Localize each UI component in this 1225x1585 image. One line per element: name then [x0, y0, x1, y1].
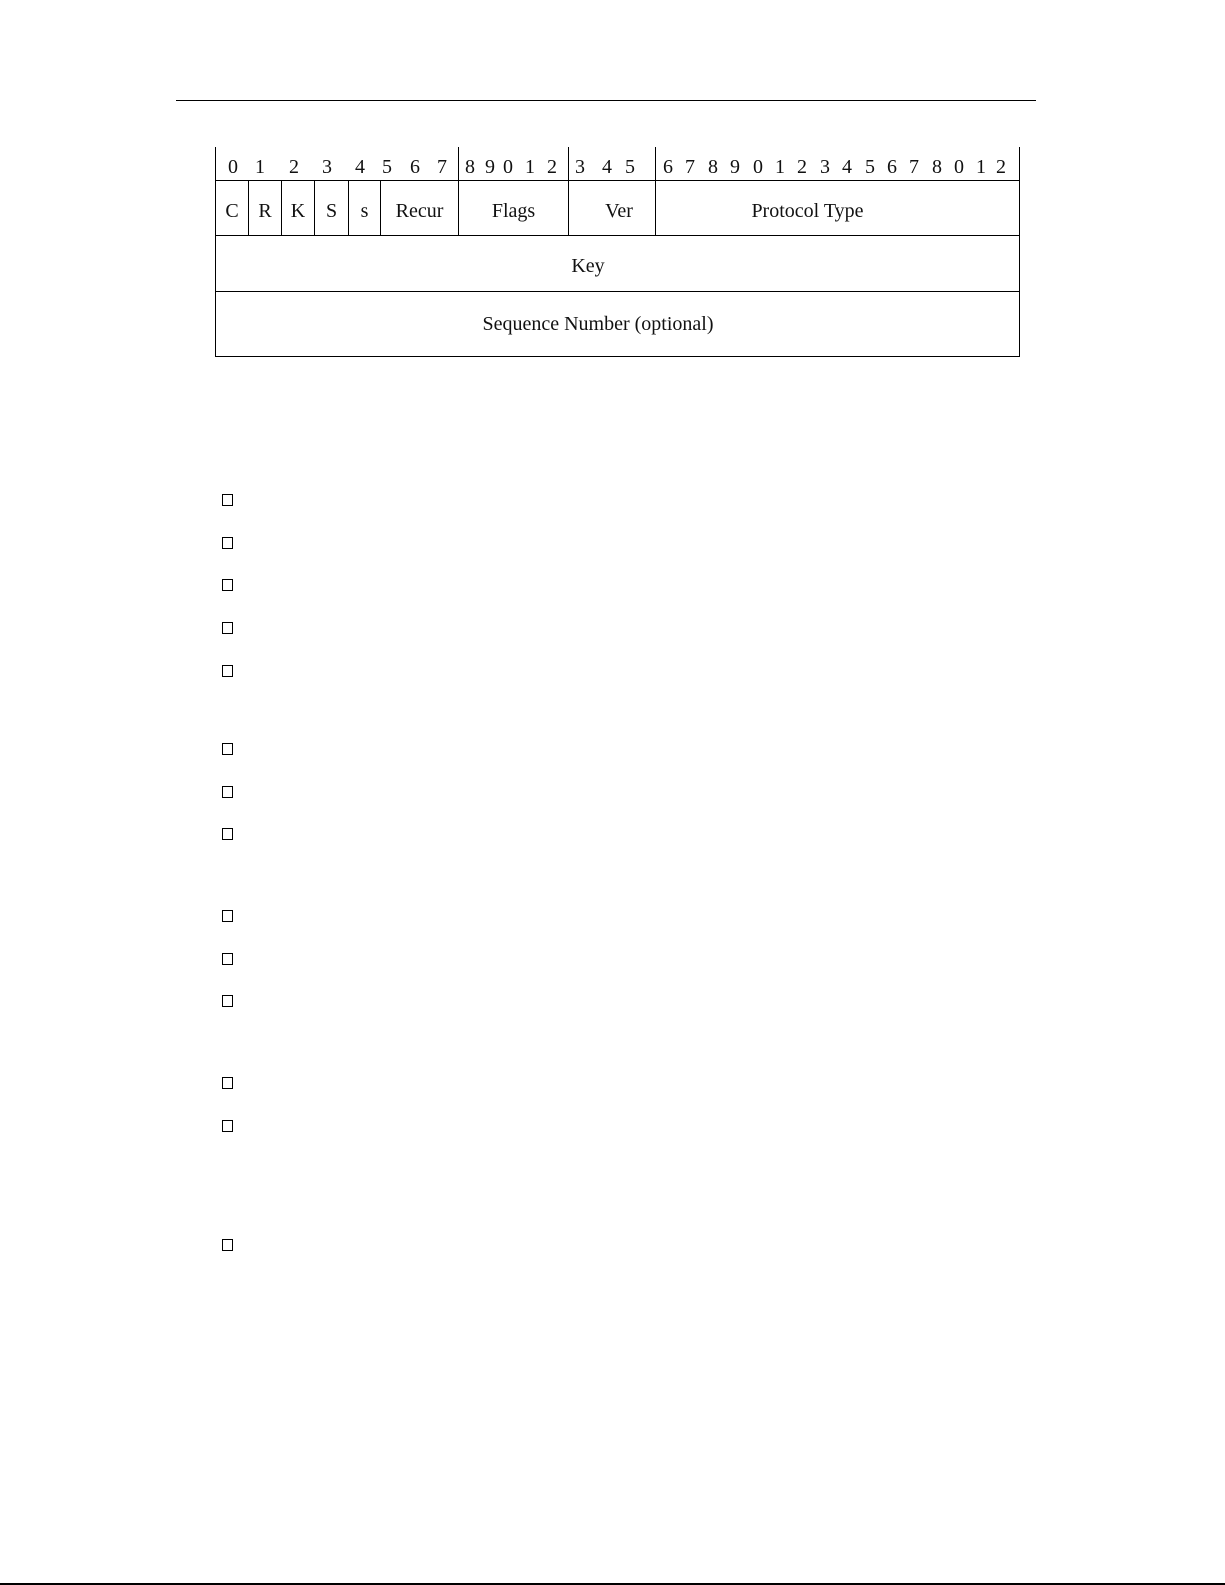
- bit-number: 3: [820, 156, 830, 178]
- bit-number: 7: [909, 156, 919, 178]
- checkbox-icon: [222, 910, 233, 922]
- bit-number: 2: [547, 156, 557, 178]
- bit-number: 3: [575, 156, 585, 178]
- checkbox-icon: [222, 786, 233, 798]
- bit-number: 6: [663, 156, 673, 178]
- frame-line: [1019, 180, 1020, 357]
- checkbox-icon: [222, 953, 233, 965]
- checkbox-icon: [222, 743, 233, 755]
- checkbox-icon: [222, 537, 233, 549]
- bit-number: 3: [322, 156, 332, 178]
- field-key: Key: [571, 255, 605, 277]
- bit-number: 0: [503, 156, 513, 178]
- bit-number: 4: [842, 156, 852, 178]
- bit-number: 6: [410, 156, 420, 178]
- ruler-tick: [568, 147, 569, 180]
- checkbox-icon: [222, 1239, 233, 1251]
- field-r: R: [258, 200, 272, 222]
- ruler-tick: [215, 147, 216, 180]
- checkbox-icon: [222, 494, 233, 506]
- bit-number: 1: [255, 156, 265, 178]
- checkbox-icon: [222, 1120, 233, 1132]
- top-rule: [176, 100, 1036, 101]
- bit-number: 1: [976, 156, 986, 178]
- bit-number: 9: [730, 156, 740, 178]
- bit-number: 8: [465, 156, 475, 178]
- bit-number: 2: [797, 156, 807, 178]
- ruler-tick: [655, 147, 656, 180]
- field-c: C: [225, 200, 239, 222]
- bit-number: 5: [625, 156, 635, 178]
- field-recur: Recur: [395, 200, 444, 222]
- ruler-tick: [458, 147, 459, 180]
- field-k: K: [290, 200, 306, 222]
- bit-number: 0: [753, 156, 763, 178]
- bit-number: 6: [887, 156, 897, 178]
- bit-number: 5: [865, 156, 875, 178]
- checkbox-icon: [222, 665, 233, 677]
- bit-number: 5: [382, 156, 392, 178]
- frame-line: [215, 180, 1020, 181]
- bit-number: 2: [996, 156, 1006, 178]
- checkbox-icon: [222, 579, 233, 591]
- bit-number: 0: [228, 156, 238, 178]
- field-sequence-number: Sequence Number (optional): [482, 313, 714, 335]
- bit-number: 4: [355, 156, 365, 178]
- field-s: s: [360, 200, 369, 222]
- bit-number: 8: [932, 156, 942, 178]
- bit-number: 9: [485, 156, 495, 178]
- checkbox-icon: [222, 828, 233, 840]
- checkbox-icon: [222, 622, 233, 634]
- field-flags: Flags: [491, 200, 536, 222]
- field-ver: Ver: [605, 200, 633, 222]
- bit-number: 7: [437, 156, 447, 178]
- checkbox-icon: [222, 995, 233, 1007]
- bit-number: 7: [685, 156, 695, 178]
- bit-number: 1: [775, 156, 785, 178]
- bit-number: 8: [708, 156, 718, 178]
- field-protocol-type: Protocol Type: [751, 200, 864, 222]
- bit-number: 2: [289, 156, 299, 178]
- field-S: S: [325, 200, 338, 222]
- frame-line: [215, 356, 1020, 357]
- checkbox-icon: [222, 1077, 233, 1089]
- bit-number: 4: [602, 156, 612, 178]
- bit-number: 0: [954, 156, 964, 178]
- bit-number: 1: [525, 156, 535, 178]
- ruler-tick: [1019, 147, 1020, 180]
